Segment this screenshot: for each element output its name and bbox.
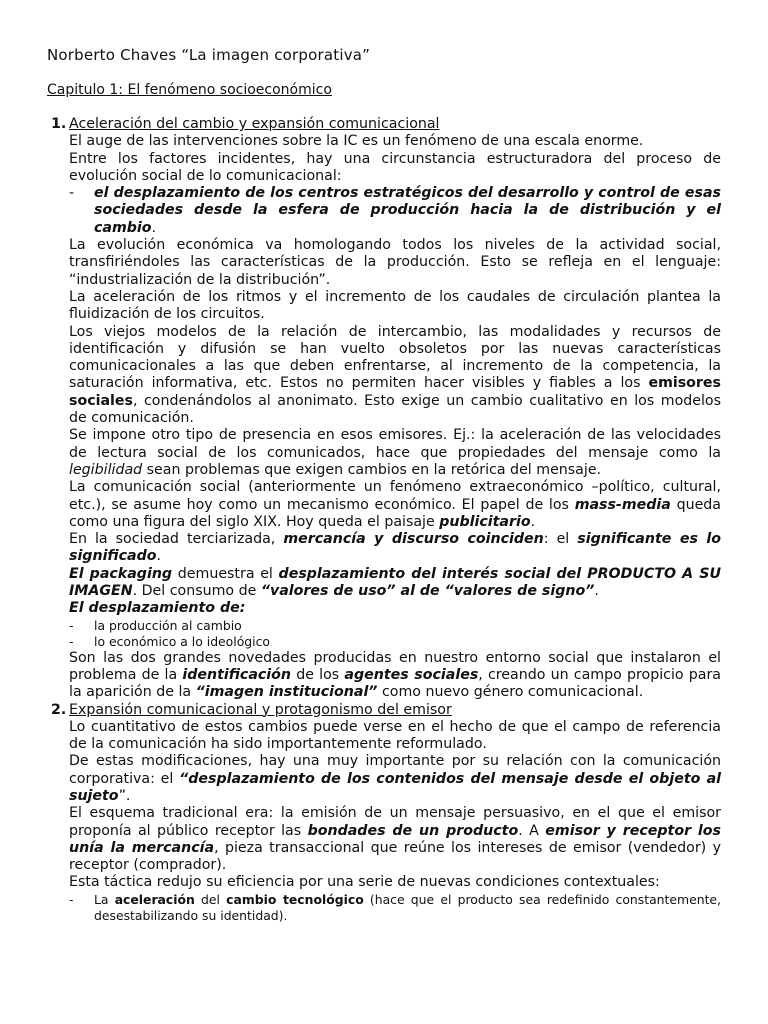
section-title: Aceleración del cambio y expansión comunicacional — [69, 116, 440, 132]
text-run: La — [94, 891, 115, 907]
dash-list-item — [94, 892, 721, 924]
paragraph — [69, 566, 721, 601]
text-run: como nuevo género comunicacional. — [377, 684, 644, 701]
text-run: , creando un campo propicio para la aparición de la — [69, 666, 721, 701]
paragraph — [69, 427, 721, 479]
section-number: 2. — [51, 701, 67, 718]
paragraph: La aceleración de los ritmos y el incremento de los caudales de circulación plantea la fluidización de los circuitos. — [69, 288, 721, 323]
text-run: Se impone otro tipo de presencia en esos emisores. Ej.: la aceleración de las velocidades de lectura social de los comunicados, hace que propiedades del mensaje como la — [69, 427, 721, 461]
text-run: , pieza transaccional que reúne los intereses de emisor (vendedor) y receptor (comprador). — [69, 839, 721, 874]
text-run: . Del consumo de — [132, 583, 261, 600]
emphasis-text: emisor y receptor los unía la mercancía — [69, 822, 721, 856]
section-2-heading — [47, 702, 721, 719]
emphasis-text: identificación — [182, 666, 292, 683]
emphasis-text: cambio tecnológico — [226, 891, 364, 907]
text-run: . A — [518, 822, 546, 839]
text-run: de los — [291, 666, 345, 683]
paragraph — [69, 753, 721, 805]
text-run: , condenándolos al anonimato. Esto exige un cambio cualitativo en los modelos de comunicación. — [69, 392, 721, 427]
text-run: . — [594, 583, 599, 600]
emphasis-text: emisores sociales — [69, 375, 721, 409]
emphasis-text: publicitario — [439, 513, 531, 530]
emphasis-text: El packaging — [69, 565, 173, 582]
emphasis-text: agentes sociales — [344, 666, 479, 683]
text-run: En la sociedad terciarizada, — [69, 531, 284, 548]
paragraph — [69, 650, 721, 702]
dash-list-item: - la producción al cambio — [94, 618, 721, 634]
text-run: . — [151, 219, 157, 236]
text-run: . — [530, 513, 536, 530]
emphasis-text: mercancía y discurso coinciden — [283, 531, 544, 548]
text-run: De estas modificaciones, hay una muy importante por su relación con la comunicación corporativa: el — [69, 753, 721, 787]
emphasis-text: “imagen institucional” — [195, 684, 378, 701]
emphasis-text: aceleración — [114, 891, 195, 907]
text-run: del — [194, 891, 227, 907]
document-body — [47, 116, 721, 924]
text-run: Los viejos modelos de la relación de intercambio, las modalidades y recursos de identificación y difusión se han vuelto obsoletos por las nuevas características comunicacionales a las que deben enfrentarse, al incremento de la competencia, la saturación informativa, etc. Estos no permiten hacer visibles y fiables a los — [69, 323, 721, 392]
text-run: El esquema tradicional era: la emisión de un mensaje persuasivo, en el que el emisor proponía al público receptor las — [69, 805, 721, 839]
paragraph: Lo cuantitativo de estos cambios puede verse en el hecho de que el campo de referencia de la comunicación ha sido importantemente reformulado. — [69, 718, 721, 753]
emphasis-text: bondades de un producto — [307, 822, 519, 839]
paragraph — [69, 805, 721, 874]
text-run: sean problemas que exigen cambios en la retórica del mensaje. — [142, 461, 602, 478]
emphasis-text: desplazamiento del interés social del PRODUCTO A SU IMAGEN — [69, 565, 721, 600]
document-title: Norberto Chaves “La imagen corporativa” — [47, 46, 371, 64]
paragraph: El desplazamiento de: — [69, 600, 246, 617]
paragraph: La evolución económica va homologando todos los niveles de la actividad social, transfiriéndoles las características de la producción. Esto se refleja en el lenguaje: “industrialización de la distribución”. — [69, 237, 721, 288]
emphasis-text: legibilidad — [69, 461, 143, 478]
text-run: queda como una figura del siglo XIX. Hoy queda el paisaje — [69, 496, 722, 530]
emphasis-text: el desplazamiento de los centros estratégicos del desarrollo y control de esas sociedades desde la esfera de producción hacia la de distribución y el cambio — [94, 185, 721, 236]
section-title: Expansión comunicacional y protagonismo del emisor — [69, 701, 452, 718]
dash-list-item: - lo económico a lo ideológico — [94, 634, 721, 650]
emphasis-text: significante es lo significado — [69, 531, 721, 565]
text-run: Son las dos grandes novedades producidas en nuestro entorno social que instalaron el problema de la — [69, 649, 721, 683]
section-1-heading — [47, 116, 721, 133]
text-run: (hace que el producto sea redefinido constantemente, desestabilizando su identidad). — [94, 891, 721, 923]
emphasis-text: mass-media — [574, 496, 671, 513]
paragraph: Esta táctica redujo su eficiencia por una serie de nuevas condiciones contextuales: — [69, 874, 660, 891]
text-run: ”. — [118, 787, 131, 804]
paragraph: El auge de las intervenciones sobre la IC es un fenómeno de una escala enorme. — [69, 133, 644, 150]
chapter-heading: Capitulo 1: El fenómeno socioeconómico — [47, 82, 332, 98]
text-run: La comunicación social (anteriormente un fenómeno extraeconómico –político, cultural, etc.), se asume hoy como un mecanismo económico. El papel de los — [69, 479, 721, 513]
text-run: : el — [543, 531, 578, 548]
paragraph: Entre los factores incidentes, hay una circunstancia estructuradora del proceso de evolución social de lo comunicacional: — [69, 150, 721, 184]
paragraph — [69, 479, 721, 531]
section-number: 1. — [51, 116, 67, 132]
text-run: . — [156, 548, 161, 565]
paragraph — [69, 324, 721, 428]
emphasis-text: “valores de uso” al de “valores de signo” — [260, 583, 595, 600]
emphasis-text: “desplazamiento de los contenidos del mensaje desde el objeto al sujeto — [69, 770, 722, 804]
text-run: demuestra el — [172, 565, 279, 582]
dash-list-item — [94, 185, 721, 237]
paragraph — [69, 531, 721, 566]
